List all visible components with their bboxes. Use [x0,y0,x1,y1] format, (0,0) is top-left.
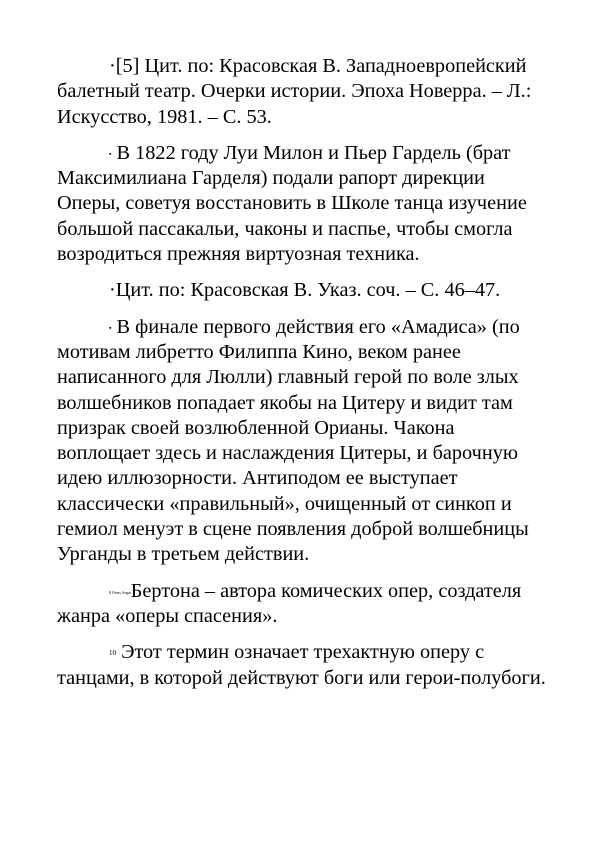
footnote-text: Цит. по: Красовская В. Указ. соч. – С. 46–47. [115,279,501,302]
footnote-marker: 8 Отец Анри [109,589,131,595]
footnote-text: Бертона – автора комических опер, создателя жанра «оперы спасения». [57,579,522,627]
footnote-marker: · [109,55,116,77]
footnotes-page [57,54,549,702]
footnote-item [57,54,549,130]
footnote-marker: ▪ [109,323,112,332]
footnote-text: Этот термин означает трехактную оперу с танцами, в которой действуют боги или герои-полубоги. [57,641,546,689]
footnote-item [57,278,549,303]
footnote-marker: · [109,279,116,302]
footnote-marker: 10 [109,649,116,658]
footnote-text: В 1822 году Луи Милон и Пьер Гардель (брат Максимилиана Гарделя) подали рапорт дирекции Оперы, советуя восстановить в Школе танца изучение большой пассакальи, чаконы и паспье, чтобы смогла возродиться прежняя виртуозная техника. [57,141,527,266]
footnote-text: [5] Цит. по: Красовская В. Западноевропейский балетный театр. Очерки истории. Эпоха Новерра. – Л.: Искусство, 1981. – С. 53. [57,55,532,128]
footnote-item [57,315,549,568]
footnote-text: В финале первого действия его «Амадиса» (по мотивам либретто Филиппа Кино, веком ранее написанного для Люлли) главный герой по воле злых волшебников попадает якобы на Цитеру и видит там призрак своей возлюбленной Орианы. Чакона воплощает здесь и наслаждения Цитеры, и барочную идею иллюзорности. Антиподом ее выступает классически «правильный», очищенный от синкоп и гемиол менуэт в сцене появления доброй волшебницы Урганды в третьем действии. [57,315,529,566]
footnote-marker: ▪ [109,149,112,158]
footnote-item [57,579,549,630]
footnote-item [57,640,549,691]
footnote-item [57,141,549,267]
